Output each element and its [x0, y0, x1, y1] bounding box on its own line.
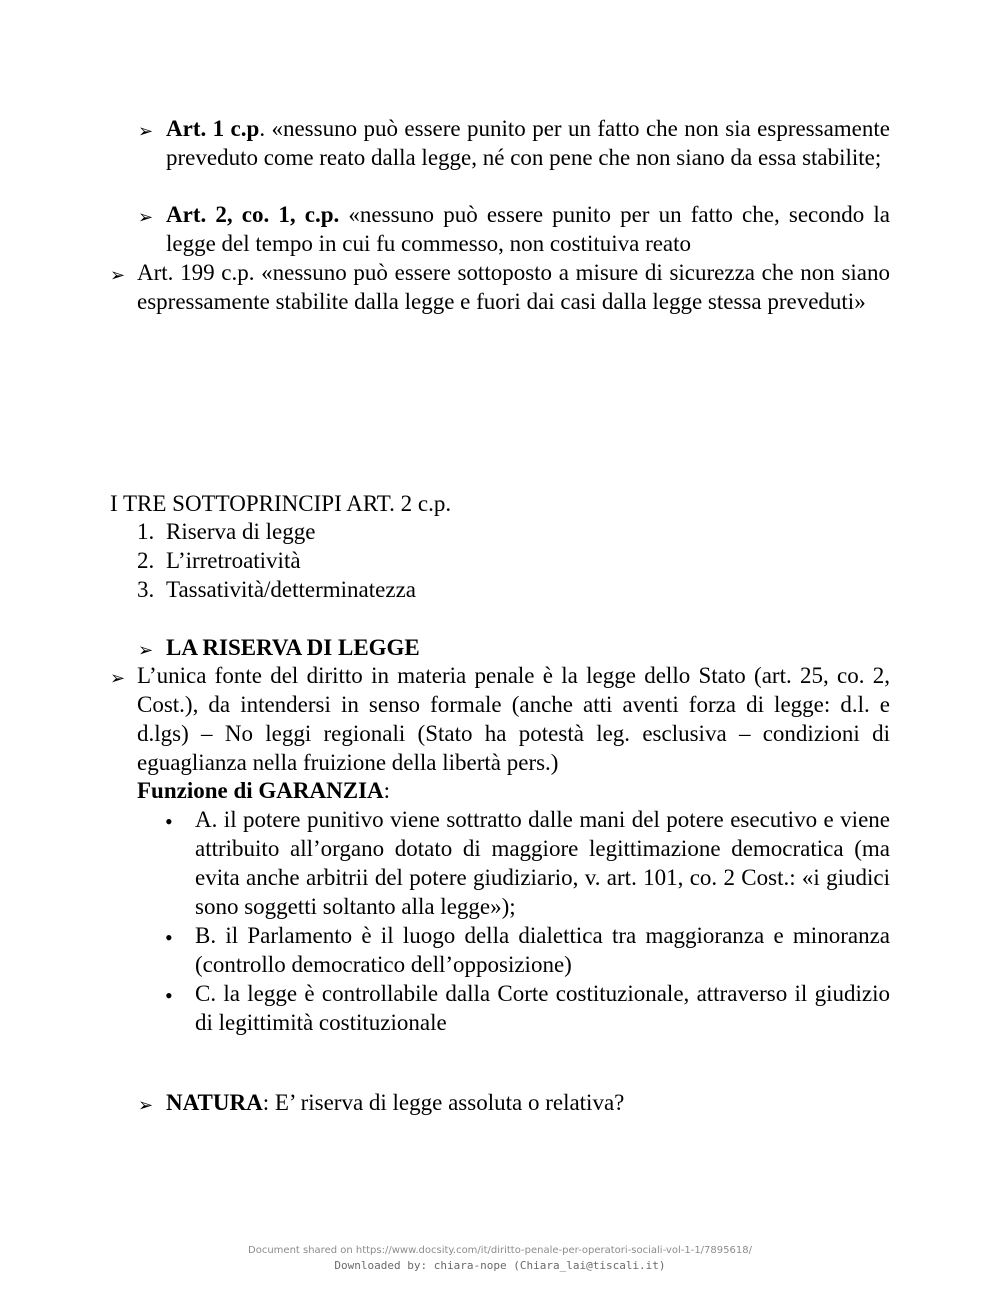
list-item	[137, 575, 416, 604]
arrow-bullet-icon: ➢	[138, 121, 154, 142]
footer-shared-link[interactable]: Document shared on https://www.docsity.com/it/diritto-penale-per-operatori-sociali-vol-1-1/7895618/	[248, 1245, 752, 1256]
arrow-bullet-icon: ➢	[110, 265, 126, 286]
list-item	[137, 517, 416, 546]
riserva-heading: LA RISERVA DI LEGGE	[166, 635, 420, 660]
arrow-bullet-icon: ➢	[138, 640, 154, 661]
dot-bullet-icon: •	[165, 809, 173, 834]
funzione-heading: Funzione di GARANZIA:	[137, 778, 391, 803]
numbered-list	[137, 517, 416, 604]
natura-paragraph	[166, 1088, 624, 1117]
list-item-label: L’irretroatività	[166, 548, 301, 573]
dot-bullet-icon: •	[165, 983, 173, 1008]
funzione-item-b: B. il Parlamento è il luogo della dialettica tra maggioranza e minoranza (controllo democratico dell’opposizione)	[195, 923, 890, 977]
arrow-bullet-icon: ➢	[138, 1095, 154, 1116]
list-item	[137, 546, 416, 575]
art199-paragraph	[137, 258, 890, 316]
funzione-item-a: A. il potere punitivo viene sottratto dalle mani del potere esecutivo e viene attribuito all’organo dotato di maggiore legittimazione democratica (ma evita anche arbitrii del potere giudiziario, v. art. 101, co. 2 Cost.: «i giudici sono soggetti soltanto alla legge»);	[195, 807, 890, 919]
list-item-label: Riserva di legge	[166, 519, 316, 544]
dot-bullet-icon: •	[165, 925, 173, 950]
fonte-text: L’unica fonte del diritto in materia penale è la legge dello Stato (art. 25, co. 2, Cost.), da intendersi in senso formale (anche atti aventi forza di legge: d.l. e d.lgs) – No leggi regionali (Stato ha potestà leg. esclusiva – condizioni di eguaglianza nella fruizione della libertà pers.)	[137, 663, 890, 775]
arrow-bullet-icon: ➢	[110, 668, 126, 689]
art2-text: «nessuno può essere punito per un fatto che, secondo la legge del tempo in cui fu commesso, non costituiva reato	[166, 202, 890, 256]
art2-paragraph	[166, 200, 890, 258]
sottoprincipi-heading: I TRE SOTTOPRINCIPI ART. 2 c.p.	[110, 491, 452, 516]
art2-label: Art. 2, co. 1, c.p.	[166, 202, 340, 227]
natura-label: NATURA	[166, 1090, 263, 1115]
fonte-paragraph	[137, 661, 890, 777]
list-number: 3.	[137, 577, 155, 602]
footer-downloaded-by: Downloaded by: chiara-nope (Chiara_lai@tiscali.it)	[334, 1259, 666, 1272]
art199-text: Art. 199 c.p. «nessuno può essere sottoposto a misure di sicurezza che non siano espressamente stabilite dalla legge e fuori dai casi dalla legge stessa preveduti»	[137, 260, 890, 314]
art1-text: . «nessuno può essere punito per un fatto che non sia espressamente preveduto come reato dalla legge, né con pene che non siano da essa stabilite;	[166, 116, 890, 170]
list-number: 2.	[137, 548, 155, 573]
natura-text: : E’ riserva di legge assoluta o relativa?	[262, 1090, 625, 1115]
art1-label: Art. 1 c.p	[166, 116, 260, 141]
funzione-item-c: C. la legge è controllabile dalla Corte costituzionale, attraverso il giudizio di legittimità costituzionale	[195, 981, 890, 1035]
list-number: 1.	[137, 519, 155, 544]
arrow-bullet-icon: ➢	[138, 207, 154, 228]
list-item-label: Tassatività/detterminatezza	[166, 577, 416, 602]
art1-paragraph	[166, 114, 890, 172]
